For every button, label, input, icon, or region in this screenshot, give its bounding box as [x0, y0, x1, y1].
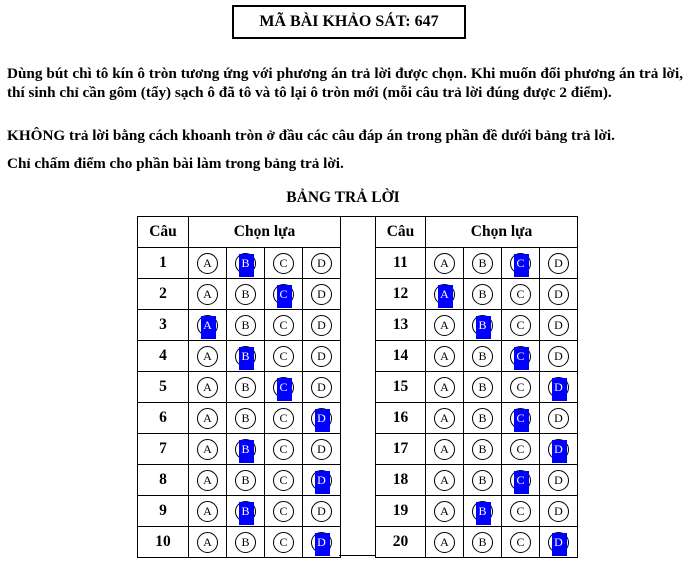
answer-bubble-c[interactable] [510, 377, 531, 398]
answer-bubble-c[interactable] [273, 501, 294, 522]
option-letter: A [440, 410, 449, 425]
answer-bubble-a[interactable] [197, 470, 218, 491]
answer-bubble-a[interactable] [197, 253, 218, 274]
answer-row [376, 403, 578, 434]
choice-cell [426, 465, 464, 496]
choice-cell [265, 496, 303, 527]
answer-bubble-d[interactable] [548, 501, 569, 522]
answer-bubble-b[interactable] [472, 346, 493, 367]
option-letter: A [203, 410, 212, 425]
answer-bubble-b[interactable] [472, 315, 493, 336]
choice-cell [464, 465, 502, 496]
choice-cell [303, 341, 341, 372]
choice-cell [464, 527, 502, 558]
answer-bubble-c[interactable] [273, 408, 294, 429]
choice-cell [265, 527, 303, 558]
option-letter: C [279, 286, 288, 301]
answer-bubble-b[interactable] [472, 532, 493, 553]
answer-bubble-a[interactable] [434, 501, 455, 522]
option-letter: B [241, 410, 250, 425]
option-letter: D [317, 286, 326, 301]
question-number: 19 [376, 496, 426, 527]
answer-bubble-b[interactable] [472, 470, 493, 491]
answer-bubble-d[interactable] [311, 408, 332, 429]
choice-cell [227, 341, 265, 372]
option-letter: D [554, 286, 563, 301]
answer-bubble-a[interactable] [434, 439, 455, 460]
answer-bubble-c[interactable] [273, 253, 294, 274]
option-letter: D [554, 255, 563, 270]
option-letter: C [516, 472, 525, 487]
choice-cell [426, 248, 464, 279]
choice-cell [540, 434, 578, 465]
option-letter: C [279, 472, 288, 487]
answer-row [138, 403, 341, 434]
option-letter: B [478, 286, 487, 301]
choice-cell [540, 372, 578, 403]
answer-bubble-a[interactable] [434, 253, 455, 274]
option-letter: D [554, 348, 563, 363]
choice-cell [303, 434, 341, 465]
option-letter: C [516, 441, 525, 456]
option-letter: D [317, 348, 326, 363]
choice-cell [303, 310, 341, 341]
choice-cell [303, 527, 341, 558]
choice-cell [502, 496, 540, 527]
answer-bubble-b[interactable] [235, 315, 256, 336]
option-letter: A [440, 286, 449, 301]
choice-cell [227, 496, 265, 527]
answer-bubble-b[interactable] [235, 408, 256, 429]
answer-row [376, 279, 578, 310]
answer-row [138, 434, 341, 465]
option-letter: A [203, 348, 212, 363]
choice-cell [265, 310, 303, 341]
answer-bubble-b[interactable] [235, 439, 256, 460]
choice-cell [464, 372, 502, 403]
option-letter: D [554, 379, 563, 394]
question-number: 12 [376, 279, 426, 310]
option-letter: D [317, 534, 326, 549]
choice-cell [227, 279, 265, 310]
answer-bubble-c[interactable] [510, 253, 531, 274]
answer-bubble-c[interactable] [273, 284, 294, 305]
question-number: 10 [138, 527, 189, 558]
answer-bubble-c[interactable] [510, 315, 531, 336]
question-number: 17 [376, 434, 426, 465]
answer-bubble-d[interactable] [548, 315, 569, 336]
answer-bubble-d[interactable] [311, 377, 332, 398]
answer-bubble-b[interactable] [235, 501, 256, 522]
choice-cell [227, 434, 265, 465]
answer-bubble-d[interactable] [548, 408, 569, 429]
option-letter: B [241, 317, 250, 332]
option-letter: D [554, 534, 563, 549]
option-letter: A [203, 286, 212, 301]
answer-bubble-b[interactable] [235, 377, 256, 398]
option-letter: C [279, 410, 288, 425]
option-letter: D [317, 503, 326, 518]
option-letter: A [203, 317, 212, 332]
answer-row [138, 310, 341, 341]
option-letter: B [241, 379, 250, 394]
answer-bubble-b[interactable] [235, 284, 256, 305]
choice-cell [227, 527, 265, 558]
choice-cell [464, 248, 502, 279]
choice-cell [303, 372, 341, 403]
option-letter: D [317, 441, 326, 456]
choice-cell [189, 248, 227, 279]
option-letter: D [554, 410, 563, 425]
option-letter: D [554, 472, 563, 487]
option-letter: C [516, 317, 525, 332]
answer-row [376, 372, 578, 403]
option-letter: C [279, 503, 288, 518]
choice-cell [540, 279, 578, 310]
choice-cell [502, 372, 540, 403]
choice-cell [265, 465, 303, 496]
answer-bubble-d[interactable] [311, 532, 332, 553]
answer-row [138, 372, 341, 403]
choice-cell [464, 434, 502, 465]
option-letter: C [516, 348, 525, 363]
answer-row [138, 496, 341, 527]
answer-bubble-d[interactable] [548, 377, 569, 398]
option-letter: D [317, 472, 326, 487]
answer-bubble-a[interactable] [434, 346, 455, 367]
option-letter: A [203, 255, 212, 270]
choice-cell [227, 310, 265, 341]
answer-bubble-c[interactable] [510, 408, 531, 429]
choice-cell [502, 310, 540, 341]
answer-bubble-c[interactable] [510, 532, 531, 553]
answer-bubble-a[interactable] [434, 284, 455, 305]
option-letter: A [203, 472, 212, 487]
instruction-paragraph-2: KHÔNG trả lời bằng cách khoanh tròn ở đầu các câu đáp án trong phần đề dưới bảng trả lời. [7, 127, 615, 144]
answer-row [376, 434, 578, 465]
choice-cell [540, 403, 578, 434]
answer-bubble-d[interactable] [311, 253, 332, 274]
option-letter: D [554, 317, 563, 332]
choice-cell [426, 279, 464, 310]
option-letter: B [478, 379, 487, 394]
choice-cell [227, 403, 265, 434]
question-number: 15 [376, 372, 426, 403]
answer-bubble-a[interactable] [197, 346, 218, 367]
choice-cell [265, 279, 303, 310]
option-letter: C [516, 534, 525, 549]
option-letter: A [440, 379, 449, 394]
choice-cell [189, 279, 227, 310]
question-number: 2 [138, 279, 189, 310]
option-letter: D [554, 441, 563, 456]
answer-bubble-a[interactable] [197, 408, 218, 429]
choice-cell [540, 465, 578, 496]
answer-bubble-d[interactable] [548, 439, 569, 460]
answer-bubble-b[interactable] [235, 470, 256, 491]
answer-bubble-a[interactable] [434, 408, 455, 429]
answer-bubble-d[interactable] [311, 315, 332, 336]
option-letter: B [478, 472, 487, 487]
option-letter: D [317, 379, 326, 394]
option-letter: A [440, 472, 449, 487]
choice-cell [189, 372, 227, 403]
option-letter: C [279, 534, 288, 549]
question-number: 4 [138, 341, 189, 372]
option-letter: B [478, 348, 487, 363]
choice-cell [265, 248, 303, 279]
answer-row [138, 527, 341, 558]
question-number: 7 [138, 434, 189, 465]
answer-bubble-c[interactable] [273, 315, 294, 336]
exam-code-label: MÃ BÀI KHẢO SÁT: 647 [259, 13, 439, 30]
answer-bubble-a[interactable] [197, 315, 218, 336]
option-letter: C [516, 286, 525, 301]
exam-code-box [232, 5, 466, 39]
answer-bubble-a[interactable] [197, 284, 218, 305]
option-letter: B [241, 441, 250, 456]
answer-row [376, 248, 578, 279]
answer-bubble-a[interactable] [434, 532, 455, 553]
answer-bubble-c[interactable] [510, 346, 531, 367]
answer-bubble-a[interactable] [434, 470, 455, 491]
answer-bubble-d[interactable] [311, 470, 332, 491]
question-number: 11 [376, 248, 426, 279]
option-letter: C [279, 317, 288, 332]
choice-cell [227, 372, 265, 403]
answer-row [138, 341, 341, 372]
answer-row [138, 248, 341, 279]
choice-cell [464, 310, 502, 341]
option-letter: B [478, 441, 487, 456]
choice-cell [502, 248, 540, 279]
answer-bubble-b[interactable] [235, 253, 256, 274]
choice-cell [189, 310, 227, 341]
question-number: 16 [376, 403, 426, 434]
choice-cell [189, 403, 227, 434]
answer-table-right [375, 216, 578, 558]
choice-cell [540, 248, 578, 279]
choice-cell [265, 372, 303, 403]
choice-cell [502, 465, 540, 496]
option-letter: B [241, 255, 250, 270]
choice-cell [464, 279, 502, 310]
answer-row [376, 465, 578, 496]
option-letter: C [279, 379, 288, 394]
option-letter: C [279, 348, 288, 363]
question-number: 18 [376, 465, 426, 496]
choice-cell [227, 248, 265, 279]
choice-cell [189, 465, 227, 496]
question-number: 1 [138, 248, 189, 279]
answer-row [376, 341, 578, 372]
question-number: 20 [376, 527, 426, 558]
choice-cell [426, 496, 464, 527]
choice-cell [303, 465, 341, 496]
option-letter: A [440, 255, 449, 270]
answer-bubble-d[interactable] [311, 346, 332, 367]
option-letter: B [241, 503, 250, 518]
choice-cell [426, 310, 464, 341]
question-number: 6 [138, 403, 189, 434]
answer-bubble-a[interactable] [434, 377, 455, 398]
option-letter: A [203, 379, 212, 394]
question-number: 9 [138, 496, 189, 527]
option-letter: C [516, 410, 525, 425]
choice-cell [189, 341, 227, 372]
choice-cell [189, 496, 227, 527]
choice-cell [265, 434, 303, 465]
choice-cell [426, 434, 464, 465]
column-header-question: Câu [376, 217, 426, 248]
option-letter: C [516, 255, 525, 270]
choice-cell [265, 403, 303, 434]
question-number: 8 [138, 465, 189, 496]
answer-bubble-b[interactable] [472, 284, 493, 305]
choice-cell [227, 465, 265, 496]
answer-sheet-title: BẢNG TRẢ LỜI [286, 189, 400, 206]
choice-cell [464, 403, 502, 434]
answer-bubble-c[interactable] [510, 439, 531, 460]
question-number: 3 [138, 310, 189, 341]
option-letter: C [279, 255, 288, 270]
column-header-question: Câu [138, 217, 189, 248]
answer-bubble-c[interactable] [273, 439, 294, 460]
choice-cell [502, 527, 540, 558]
question-number: 5 [138, 372, 189, 403]
choice-cell [426, 372, 464, 403]
answer-row [376, 310, 578, 341]
option-letter: D [554, 503, 563, 518]
option-letter: D [317, 255, 326, 270]
answer-bubble-d[interactable] [548, 470, 569, 491]
choice-cell [540, 310, 578, 341]
answer-bubble-b[interactable] [235, 346, 256, 367]
option-letter: B [478, 255, 487, 270]
answer-bubble-c[interactable] [510, 470, 531, 491]
question-number: 13 [376, 310, 426, 341]
answer-bubble-c[interactable] [273, 346, 294, 367]
answer-bubble-d[interactable] [548, 253, 569, 274]
answer-bubble-c[interactable] [273, 377, 294, 398]
choice-cell [540, 341, 578, 372]
answer-bubble-d[interactable] [548, 284, 569, 305]
option-letter: B [241, 286, 250, 301]
option-letter: C [279, 441, 288, 456]
option-letter: B [478, 317, 487, 332]
answer-bubble-b[interactable] [472, 253, 493, 274]
choice-cell [464, 341, 502, 372]
option-letter: A [440, 503, 449, 518]
option-letter: D [317, 317, 326, 332]
option-letter: B [478, 410, 487, 425]
answer-bubble-b[interactable] [472, 408, 493, 429]
column-header-choices: Chọn lựa [426, 217, 578, 248]
choice-cell [303, 279, 341, 310]
choice-cell [303, 403, 341, 434]
answer-row [138, 279, 341, 310]
choice-cell [426, 527, 464, 558]
table-gap [339, 216, 375, 556]
answer-bubble-a[interactable] [197, 501, 218, 522]
answer-bubble-b[interactable] [472, 377, 493, 398]
answer-bubble-b[interactable] [472, 501, 493, 522]
answer-bubble-c[interactable] [510, 284, 531, 305]
choice-cell [265, 341, 303, 372]
option-letter: C [516, 503, 525, 518]
answer-row [138, 465, 341, 496]
option-letter: B [241, 472, 250, 487]
answer-bubble-d[interactable] [311, 284, 332, 305]
answer-bubble-a[interactable] [197, 532, 218, 553]
answer-bubble-d[interactable] [311, 439, 332, 460]
option-letter: B [241, 348, 250, 363]
answer-bubble-b[interactable] [235, 532, 256, 553]
answer-bubble-d[interactable] [548, 346, 569, 367]
answer-bubble-a[interactable] [197, 439, 218, 460]
answer-bubble-c[interactable] [273, 470, 294, 491]
option-letter: A [440, 348, 449, 363]
choice-cell [303, 248, 341, 279]
option-letter: C [516, 379, 525, 394]
choice-cell [540, 527, 578, 558]
choice-cell [426, 403, 464, 434]
answer-bubble-a[interactable] [434, 315, 455, 336]
answer-bubble-c[interactable] [510, 501, 531, 522]
option-letter: A [203, 441, 212, 456]
choice-cell [502, 403, 540, 434]
answer-row [376, 496, 578, 527]
answer-bubble-c[interactable] [273, 532, 294, 553]
answer-bubble-a[interactable] [197, 377, 218, 398]
answer-bubble-d[interactable] [311, 501, 332, 522]
option-letter: A [440, 441, 449, 456]
choice-cell [426, 341, 464, 372]
answer-table-left [137, 216, 341, 558]
column-header-choices: Chọn lựa [189, 217, 341, 248]
option-letter: B [478, 534, 487, 549]
answer-bubble-d[interactable] [548, 532, 569, 553]
choice-cell [189, 527, 227, 558]
choice-cell [464, 496, 502, 527]
choice-cell [502, 279, 540, 310]
option-letter: B [478, 503, 487, 518]
choice-cell [303, 496, 341, 527]
choice-cell [189, 434, 227, 465]
answer-row [376, 527, 578, 558]
choice-cell [502, 434, 540, 465]
option-letter: B [241, 534, 250, 549]
choice-cell [540, 496, 578, 527]
choice-cell [502, 341, 540, 372]
option-letter: A [203, 503, 212, 518]
instruction-paragraph-3: Chỉ chấm điểm cho phần bài làm trong bảng trả lời. [7, 155, 344, 172]
answer-bubble-b[interactable] [472, 439, 493, 460]
question-number: 14 [376, 341, 426, 372]
option-letter: A [203, 534, 212, 549]
option-letter: A [440, 317, 449, 332]
instruction-paragraph-1: Dùng bút chì tô kín ô tròn tương ứng với phương án trả lời được chọn. Khi muốn đổi phương án trả lời, thí sinh chỉ cần gôm (tẩy) sạch ô đã tô và tô lại ô tròn mới (mỗi câu trả lời đúng được 2 điểm). [7, 65, 683, 101]
option-letter: D [317, 410, 326, 425]
option-letter: A [440, 534, 449, 549]
